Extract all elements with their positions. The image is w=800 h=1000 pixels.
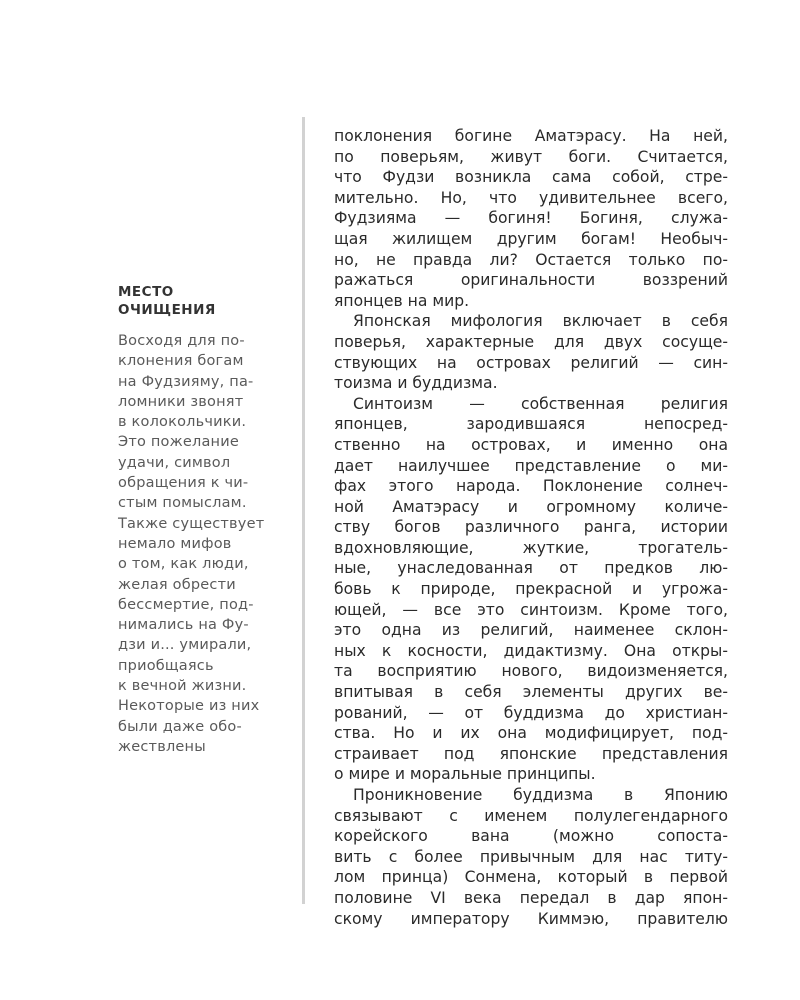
text-line: мительно. Но, что удивительнее всего, xyxy=(334,188,728,207)
text-line: впитывая в себя элементы других ве- xyxy=(334,683,728,702)
sidebar-title-line: ОЧИЩЕНИЯ xyxy=(118,302,216,318)
text-line: ной Аматэрасу и огромному количе- xyxy=(334,497,728,516)
sidebar-line: жествлены xyxy=(118,738,206,755)
sidebar-body xyxy=(118,331,296,757)
vertical-divider xyxy=(302,117,305,904)
text-line: страивает под японские представления xyxy=(334,744,728,763)
sidebar-line: клонения богам xyxy=(118,353,244,370)
text-line: связывают с именем полулегендарного xyxy=(334,806,728,825)
sidebar-line: бессмертие, под- xyxy=(118,596,254,613)
sidebar-line: были даже обо- xyxy=(118,718,242,735)
text-line: щая жилищем другим богам! Необыч- xyxy=(334,229,728,248)
sidebar-line: стым помыслам. xyxy=(118,495,247,512)
sidebar-line: дзи и... умирали, xyxy=(118,637,252,654)
sidebar-line: обращения к чи- xyxy=(118,475,249,492)
text-line: поверья, характерные для двух сосуще- xyxy=(334,332,728,351)
text-line: о мире и моральные принципы. xyxy=(334,765,596,784)
text-line: рований, — от буддизма до христиан- xyxy=(334,703,728,722)
sidebar-line: приобщаясь xyxy=(118,657,214,674)
sidebar-note xyxy=(118,283,296,757)
text-line: ствующих на островах религий — син- xyxy=(334,353,728,372)
sidebar-line: Некоторые из них xyxy=(118,698,260,715)
sidebar-line: к вечной жизни. xyxy=(118,678,247,695)
sidebar-line: в колокольчики. xyxy=(118,414,247,431)
text-line: Синтоизм — собственная религия xyxy=(353,394,728,413)
text-line: по поверьям, живут боги. Считается, xyxy=(334,147,728,166)
text-line: фах этого народа. Поклонение солнеч- xyxy=(334,477,728,496)
sidebar-line: нимались на Фу- xyxy=(118,617,249,634)
text-line: ства. Но и их она модифицирует, под- xyxy=(334,724,728,743)
text-line: скому императору Киммэю, правителю xyxy=(334,909,728,928)
sidebar-line: Также существует xyxy=(118,515,265,532)
sidebar-title-line: МЕСТО xyxy=(118,284,174,300)
sidebar-line: Это пожелание xyxy=(118,434,239,451)
text-line: это одна из религий, наименее склон- xyxy=(334,621,728,640)
sidebar-title xyxy=(118,283,296,319)
text-line: вдохновляющие, жуткие, трогатель- xyxy=(334,538,728,557)
text-line: японцев, зародившаяся непосред- xyxy=(334,415,728,434)
text-line: ственно на островах, и именно она xyxy=(334,435,728,454)
sidebar-line: Восходя для по- xyxy=(118,333,245,349)
text-line: Фудзияма — богиня! Богиня, служа- xyxy=(334,209,728,228)
text-line: дает наилучшее представление о ми- xyxy=(334,456,728,475)
sidebar-line: немало мифов xyxy=(118,535,232,552)
sidebar-line: удачи, символ xyxy=(118,454,231,471)
text-line: ражаться оригинальности воззрений xyxy=(334,271,728,290)
text-line: поклонения богине Аматэрасу. На ней, xyxy=(334,127,728,145)
main-text xyxy=(334,126,728,929)
sidebar-line: на Фудзияму, па- xyxy=(118,373,254,390)
text-line: ные, унаследованная от предков лю- xyxy=(334,559,728,578)
text-line: лом принца) Сонмена, который в первой xyxy=(334,868,728,887)
text-line: Проникновение буддизма в Японию xyxy=(353,786,728,804)
text-line: ству богов различного ранга, истории xyxy=(334,518,728,537)
sidebar-line: желая обрести xyxy=(118,576,236,593)
text-line: но, не правда ли? Остается только по- xyxy=(334,250,728,269)
text-line: ющей, — все это синтоизм. Кроме того, xyxy=(334,600,728,619)
text-line: что Фудзи возникла сама собой, стре- xyxy=(334,168,728,187)
text-line: половине VI века передал в дар япон- xyxy=(334,888,728,907)
text-line: та восприятию нового, видоизменяется, xyxy=(334,662,728,681)
text-line: ных к косности, дидактизму. Она откры- xyxy=(334,641,728,660)
text-line: вить с более привычным для нас титу- xyxy=(334,847,728,866)
text-line: корейского вана (можно сопоста- xyxy=(334,827,728,846)
text-line: бовь к природе, прекрасной и угрожа- xyxy=(334,580,728,599)
sidebar-line: о том, как люди, xyxy=(118,556,249,573)
text-line: тоизма и буддизма. xyxy=(334,374,498,393)
text-line: японцев на мир. xyxy=(334,291,470,310)
text-line: Японская мифология включает в себя xyxy=(353,312,728,331)
sidebar-line: ломники звонят xyxy=(118,393,244,410)
